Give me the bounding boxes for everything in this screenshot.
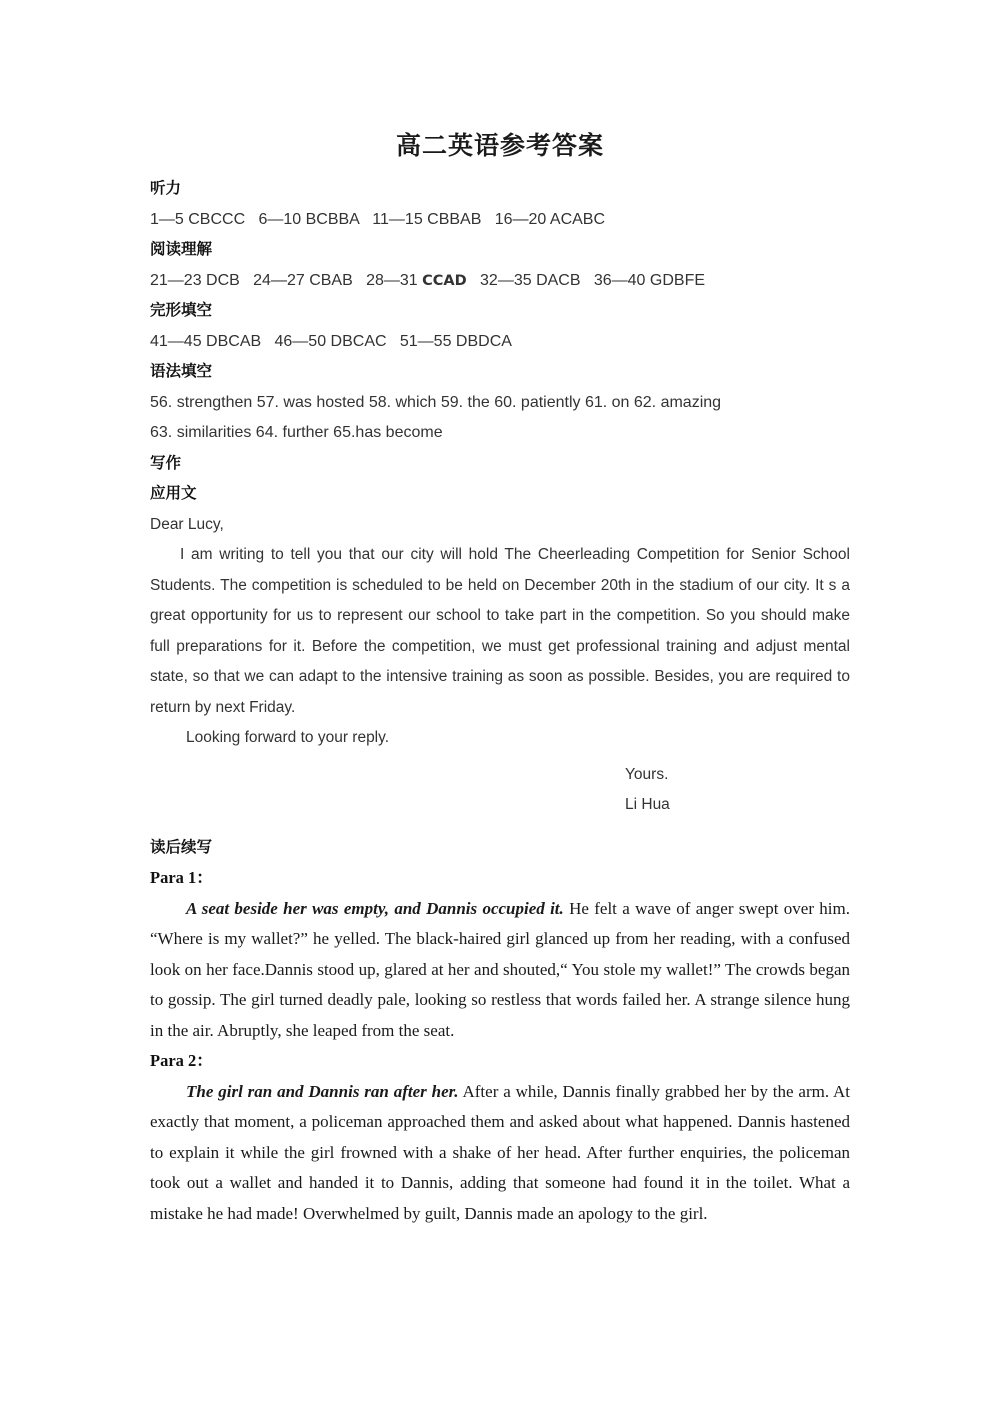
para2-lead-sentence: The girl ran and Dannis ran after her. xyxy=(186,1081,459,1101)
letter-sign-off: Yours. xyxy=(625,765,669,783)
spacer xyxy=(150,162,850,174)
spacer xyxy=(150,821,850,833)
page-content xyxy=(150,0,850,1229)
letter-signature-name: Li Hua xyxy=(625,796,670,813)
section-heading-applied-writing: 应用文 xyxy=(150,485,197,502)
paragraph-label-para1: Para 1： xyxy=(150,868,213,887)
answers-grammar-line-1: 56. strengthen 57. was hosted 58. which 59. the 60. patiently 61. on 62. amazing xyxy=(150,393,722,411)
letter-body: I am writing to tell you that our city will hold The Cheerleading Competition for Senior School Students. The competition is scheduled to be held on December 20th in the stadium of our city. It s a great opportunity for us to represent our school to take part in the competition. So you should make full preparations for it. Before the competition, we must get professional training and adjust mental state, so that we can adapt to the intensive training as soon as possible. Besides, you are required to return by next Friday. xyxy=(150,546,850,716)
answers-cloze: 41—45 DBCAB 46—50 DBCAC 51—55 DBDCA xyxy=(150,332,512,350)
section-heading-grammar: 语法填空 xyxy=(150,363,213,380)
letter-closing-line: Looking forward to your reply. xyxy=(186,729,390,746)
page-title: 高二英语参考答案 xyxy=(395,132,604,160)
section-heading-listening: 听力 xyxy=(150,180,182,197)
para2-text: After a while, Dannis finally grabbed her by the arm. At exactly that moment, a policeman approached them and asked about what happened. Dannis hastened to explain it while the girl frowned with a shake of her head. After further enquiries, the policeman took out a wallet and handed it to Dannis, adding that someone had found it in the toilet. What a mistake he had made! Overwhelmed by guilt, Dannis made an apology to the girl. xyxy=(150,1081,851,1223)
answers-reading-emphasis: CCAD xyxy=(422,272,467,289)
continuation-paragraph-2 xyxy=(150,1077,850,1230)
letter-signature-block xyxy=(150,760,850,821)
answers-reading-post: 32—35 DACB 36—40 GDBFE xyxy=(466,271,706,289)
paragraph-label-para2: Para 2： xyxy=(150,1051,213,1070)
section-heading-reading: 阅读理解 xyxy=(150,241,213,258)
para1-lead-sentence: A seat beside her was empty, and Dannis occupied it. xyxy=(186,898,564,918)
answers-reading xyxy=(150,266,850,297)
section-heading-continuation-writing: 读后续写 xyxy=(150,838,213,856)
para1-text: He felt a wave of anger swept over him. “Where is my wallet?” he yelled. The black-haired girl glanced up from her reading, with a confused look on her face.Dannis stood up, glared at her and shouted,“ You stole my wallet!” The crowds began to gossip. The girl turned deadly pale, looking so restless that words failed her. A strange silence hung in the air. Abruptly, she leaped from the seat. xyxy=(150,898,850,1040)
answers-reading-pre: 21—23 DCB 24—27 CBAB 28—31 xyxy=(150,271,423,289)
section-heading-cloze: 完形填空 xyxy=(150,302,213,319)
answers-listening: 1—5 CBCCC 6—10 BCBBA 11—15 CBBAB 16—20 ACABC xyxy=(150,210,606,228)
section-heading-writing: 写作 xyxy=(150,454,182,472)
letter-salutation: Dear Lucy, xyxy=(150,515,224,533)
answers-grammar-line-2: 63. similarities 64. further 65.has become xyxy=(150,424,443,441)
continuation-paragraph-1 xyxy=(150,894,850,1047)
